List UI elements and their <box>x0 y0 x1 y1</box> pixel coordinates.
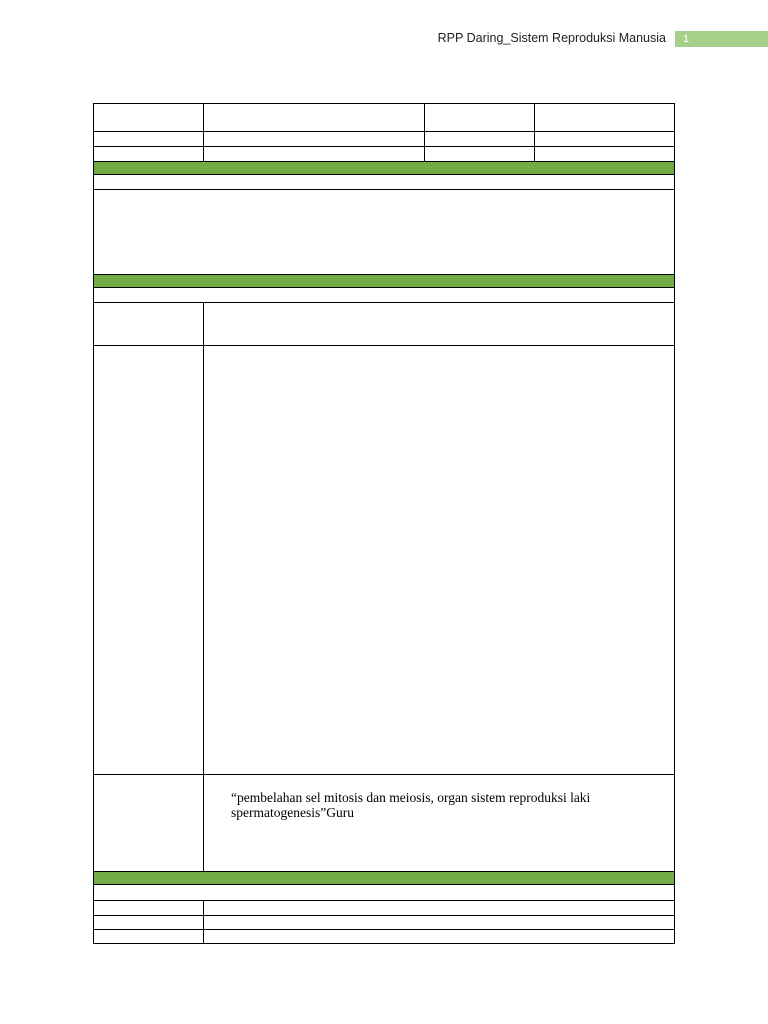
page-number-badge: 1 <box>675 31 768 47</box>
column-divider <box>203 900 204 944</box>
row-divider <box>94 146 674 147</box>
row-divider <box>94 929 674 930</box>
lesson-plan-table <box>93 103 675 944</box>
document-title: RPP Daring_Sistem Reproduksi Manusia <box>437 31 666 45</box>
column-divider <box>534 104 535 161</box>
row-divider <box>94 189 674 190</box>
section-header-band <box>94 871 674 885</box>
row-divider <box>94 131 674 132</box>
section-header-band <box>94 161 674 175</box>
column-divider <box>424 104 425 161</box>
row-divider <box>94 302 674 303</box>
row-divider <box>94 774 674 775</box>
column-divider <box>203 302 204 871</box>
row-divider <box>94 900 674 901</box>
column-divider <box>203 104 204 161</box>
learning-topic-text: “pembelahan sel mitosis dan meiosis, organ sistem reproduksi laki spermatogenesis”Guru <box>231 790 591 820</box>
section-header-band <box>94 274 674 288</box>
row-divider <box>94 345 674 346</box>
row-divider <box>94 915 674 916</box>
